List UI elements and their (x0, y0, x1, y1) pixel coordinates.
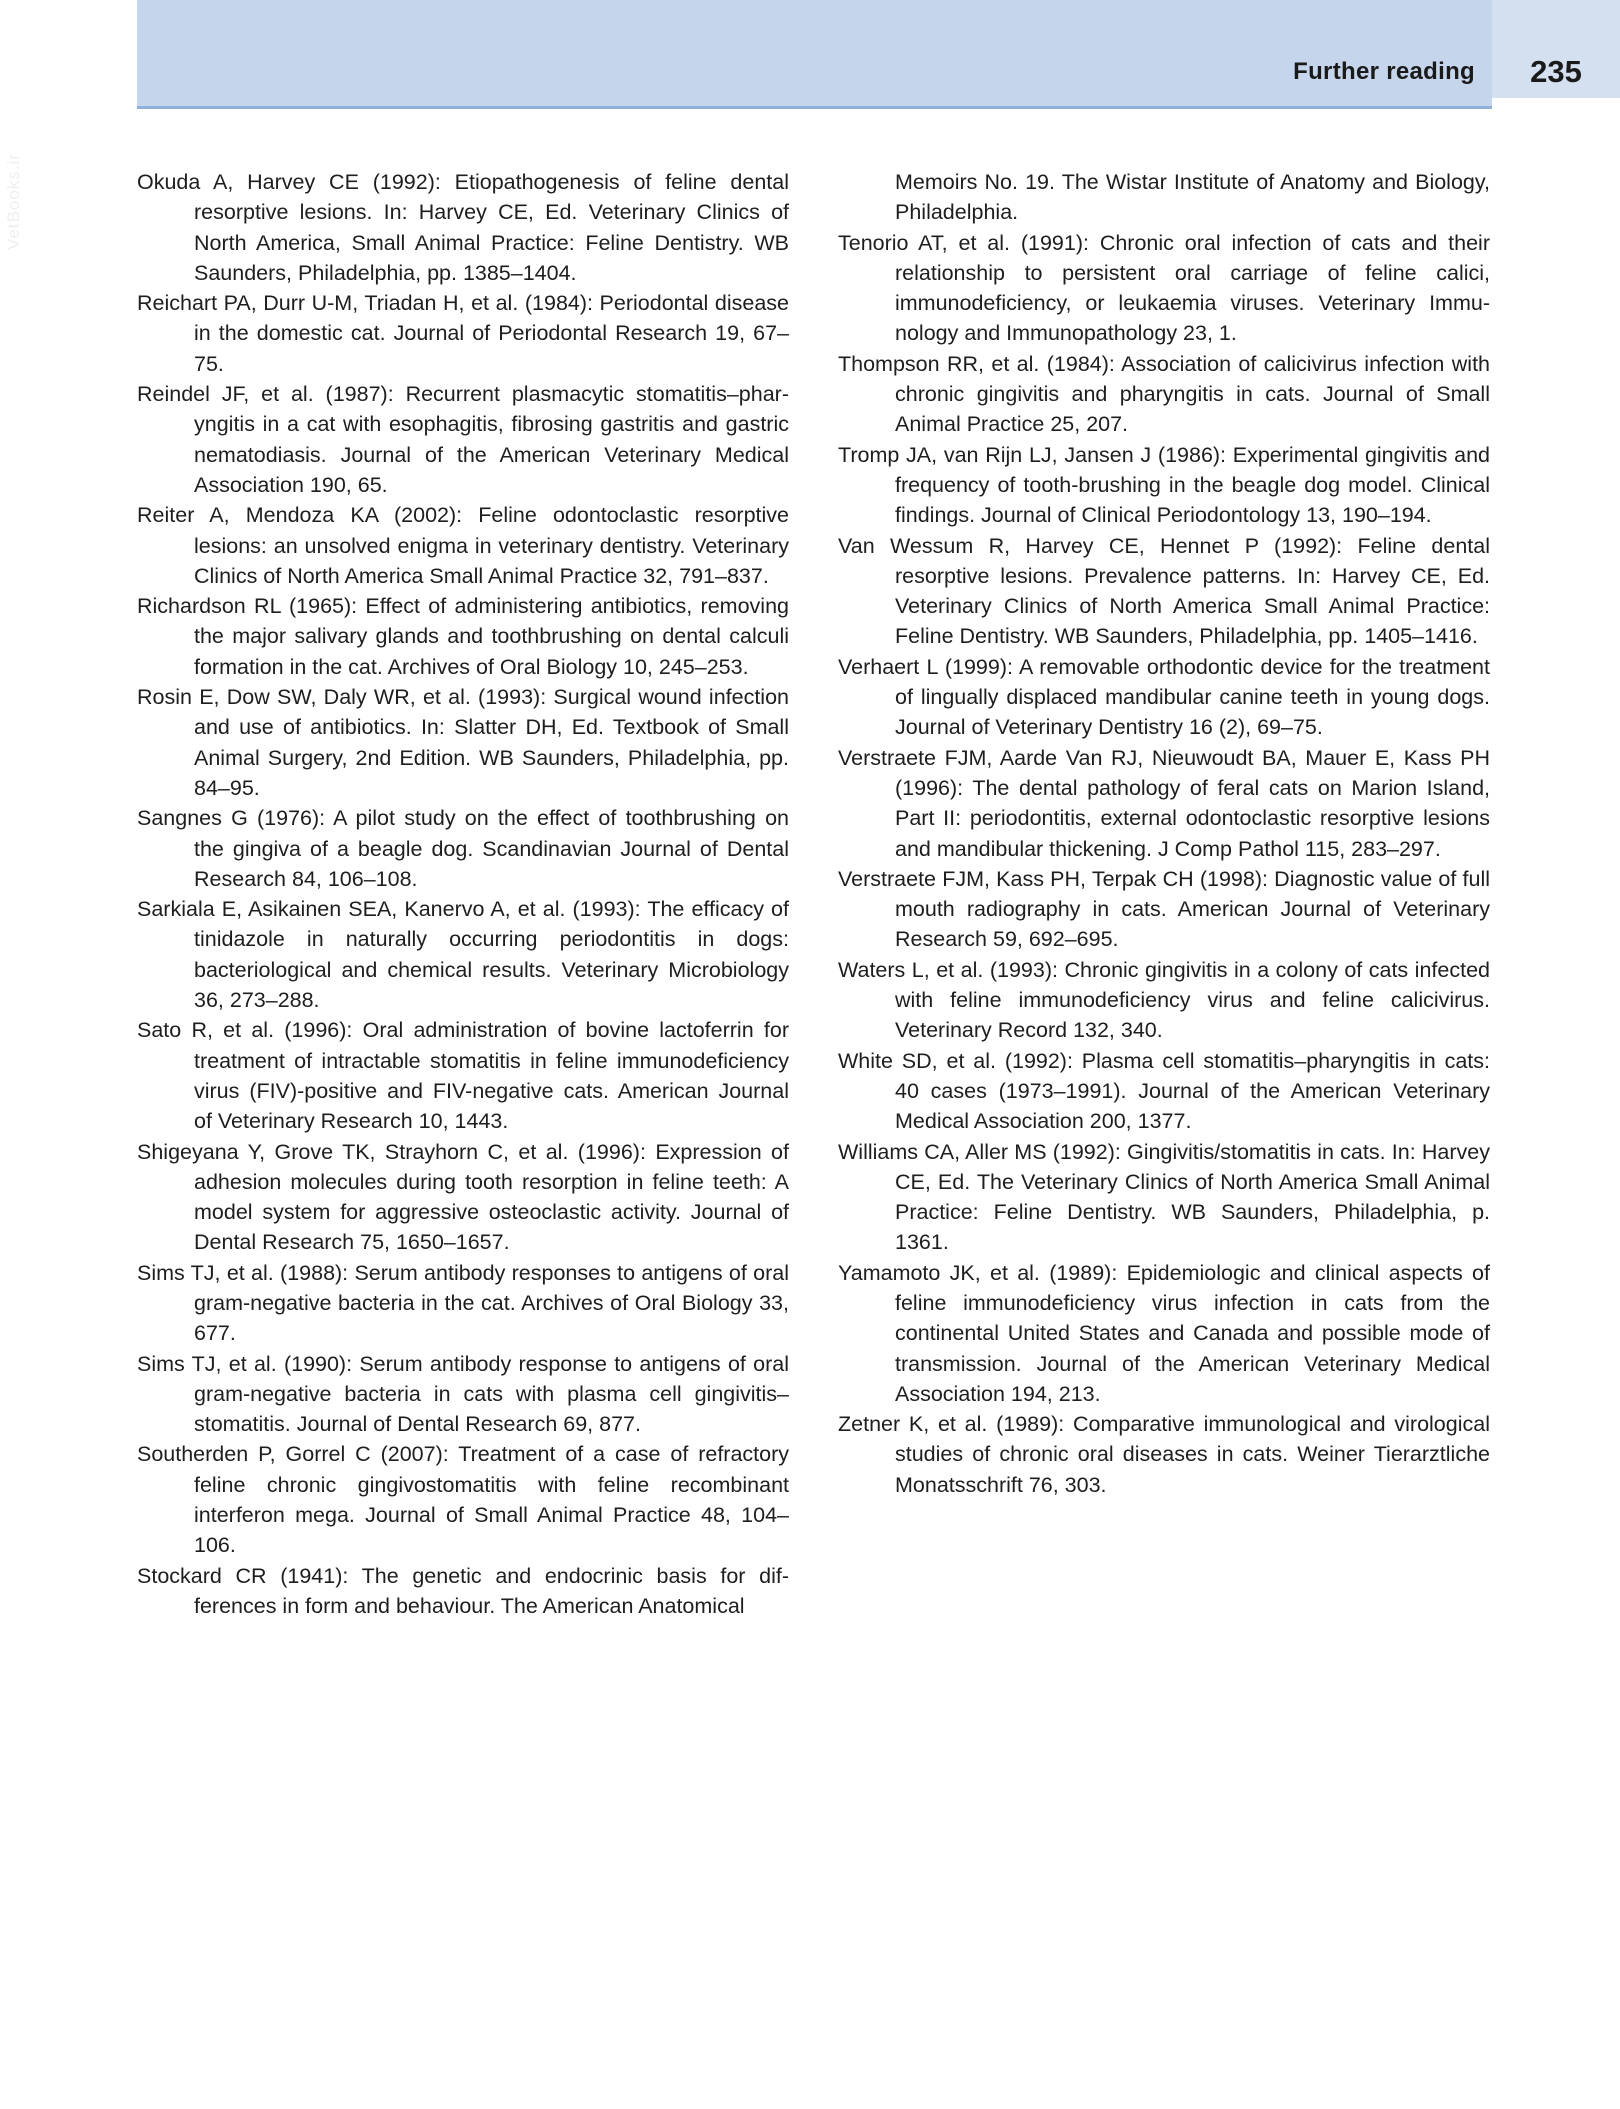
reference-entry: Sims TJ, et al. (1990): Serum antibody response to antigens of oral gram-negative bacteria in cats with plasma cell gingivitis–stomatitis. Journal of Dental Research 69, 877. (137, 1351, 789, 1437)
reference-entry: Tromp JA, van Rijn LJ, Jansen J (1986): Experimental gingivitis and frequency of tooth-brushing in the beagle dog model. Clinical findings. Journal of Clinical Periodontology 13, 190–194. (838, 442, 1490, 528)
reference-entry: Tenorio AT, et al. (1991): Chronic oral infection of cats and their relationship to persistent oral carriage of feline calici, immunodeficiency, or leukaemia viruses. Veterinary Immunology and Immunopathology 23, 1. (838, 230, 1490, 346)
reference-entry: Reindel JF, et al. (1987): Recurrent plasmacytic stomatitis–pharyngitis in a cat with esophagitis, fibrosing gastritis and gastric nematodiasis. Journal of the American Veterinary Medical Association 190, 65. (137, 382, 789, 497)
reference-entry: Sangnes G (1976): A pilot study on the effect of toothbrushing on the gingiva of a beagle dog. Scandinavian Journal of Dental Research 84, 106–108. (137, 806, 789, 891)
reference-column-right (838, 167, 1490, 1500)
reference-entry: Williams CA, Aller MS (1992): Gingivitis/stomatitis in cats. In: Harvey CE, Ed. The Veterinary Clinics of North America Small Animal Practice: Feline Dentistry. WB Saunders, Philadelphia, p. 1361. (838, 1139, 1490, 1255)
reference-entry: Waters L, et al. (1993): Chronic gingivitis in a colony of cats infected with feline immunodeficiency virus and feline calicivirus. Veterinary Record 132, 340. (838, 957, 1490, 1043)
reference-entry: White SD, et al. (1992): Plasma cell stomatitis–pharyngitis in cats: 40 cases (1973–1991). Journal of the American Veterinary Medical Association 200, 1377. (838, 1048, 1490, 1134)
reference-entry: Reiter A, Mendoza KA (2002): Feline odontoclastic resorptive lesions: an unsolved enigma in veterinary dentistry. Veterinary Clinics of North America Small Animal Practice 32, 791–837. (137, 503, 789, 588)
reference-entry: Zetner K, et al. (1989): Comparative immunological and virological studies of chronic oral diseases in cats. Weiner Tierarztliche Monatsschrift 76, 303. (838, 1412, 1490, 1497)
reference-entry: Sarkiala E, Asikainen SEA, Kanervo A, et al. (1993): The efficacy of tinidazole in naturally occurring periodontitis in dogs: bacteriological and chemical results. Veterinary Microbiology 36, 273–288. (137, 897, 789, 1013)
reference-entry: Stockard CR (1941): The genetic and endocrinic basis for differences in form and behaviour. The American Anatomical (137, 1563, 789, 1618)
reference-entry: Rosin E, Dow SW, Daly WR, et al. (1993): Surgical wound infection and use of antibiotics. In: Slatter DH, Ed. Textbook of Small Animal Surgery, 2nd Edition. WB Saunders, Philadelphia, pp. 84–95. (137, 685, 789, 800)
reference-entry: Verstraete FJM, Aarde Van RJ, Nieuwoudt BA, Mauer E, Kass PH (1996): The dental pathology of feral cats on Marion Island, Part II: periodontitis, external odontoclastic resorptive lesions and mandibular thickening. J Comp Pathol 115, 283–297. (838, 745, 1490, 861)
reference-entry: Yamamoto JK, et al. (1989): Epidemiologic and clinical aspects of feline immunodeficiency virus infection in cats from the continental United States and Canada and possible mode of transmission. Journal of the American Veterinary Medical Association 194, 213. (838, 1260, 1490, 1406)
reference-entry: Shigeyana Y, Grove TK, Strayhorn C, et al. (1996): Expression of adhesion molecules during tooth resorption in feline teeth: A model system for aggressive osteoclastic activity. Journal of Dental Research 75, 1650–1657. (137, 1139, 789, 1255)
watermark: VetBooks.ir (4, 153, 23, 250)
reference-column-left (137, 167, 789, 1621)
reference-entry-continuation: Memoirs No. 19. The Wistar Institute of Anatomy and Biology, Philadelphia. (895, 170, 1490, 225)
reference-entry: Verstraete FJM, Kass PH, Terpak CH (1998): Diagnostic value of full mouth radiography in cats. American Journal of Veterinary Research 59, 692–695. (838, 866, 1490, 952)
reference-entry: Reichart PA, Durr U-M, Triadan H, et al. (1984): Periodontal disease in the domestic cat. Journal of Periodontal Research 19, 67–75. (137, 291, 789, 376)
reference-entry: Verhaert L (1999): A removable orthodontic device for the treatment of lingually displaced mandibular canine teeth in young dogs. Journal of Veterinary Dentistry 16 (2), 69–75. (838, 654, 1490, 740)
running-header-title: Further reading (1293, 58, 1475, 85)
reference-entry: Thompson RR, et al. (1984): Association of calicivirus infection with chronic gingivitis and pharyngitis in cats. Journal of Small Animal Practice 25, 207. (838, 351, 1490, 437)
header-band (137, 0, 1492, 109)
reference-entry: Richardson RL (1965): Effect of administering antibiotics, removing the major salivary glands and toothbrushing on dental calculi formation in the cat. Archives of Oral Biology 10, 245–253. (137, 594, 789, 679)
reference-entry: Sato R, et al. (1996): Oral administration of bovine lactoferrin for treatment of intractable stomatitis in feline immunodeficiency virus (FIV)-positive and FIV-negative cats. American Journal of Veterinary Research 10, 1443. (137, 1018, 789, 1134)
reference-entry: Okuda A, Harvey CE (1992): Etiopathogenesis of feline dental resorptive lesions. In: Harvey CE, Ed. Veterinary Clinics of North America, Small Animal Practice: Feline Dentistry. WB Saunders, Philadelphia, pp. 1385–1404. (137, 170, 789, 285)
reference-entry: Southerden P, Gorrel C (2007): Treatment of a case of refractory feline chronic gingivostomatitis with feline recombinant interferon mega. Journal of Small Animal Practice 48, 104–106. (137, 1442, 789, 1558)
page-number: 235 (1530, 54, 1582, 89)
reference-entry: Van Wessum R, Harvey CE, Hennet P (1992): Feline dental resorptive lesions. Prevalence patterns. In: Harvey CE, Ed. Veterinary Clinics of North America Small Animal Practice: Feline Dentistry. WB Saunders, Philadelphia, pp. 1405–1416. (838, 533, 1490, 649)
reference-entry: Sims TJ, et al. (1988): Serum antibody responses to antigens of oral gram-negative bacteria in the cat. Archives of Oral Biology 33, 677. (137, 1260, 789, 1346)
